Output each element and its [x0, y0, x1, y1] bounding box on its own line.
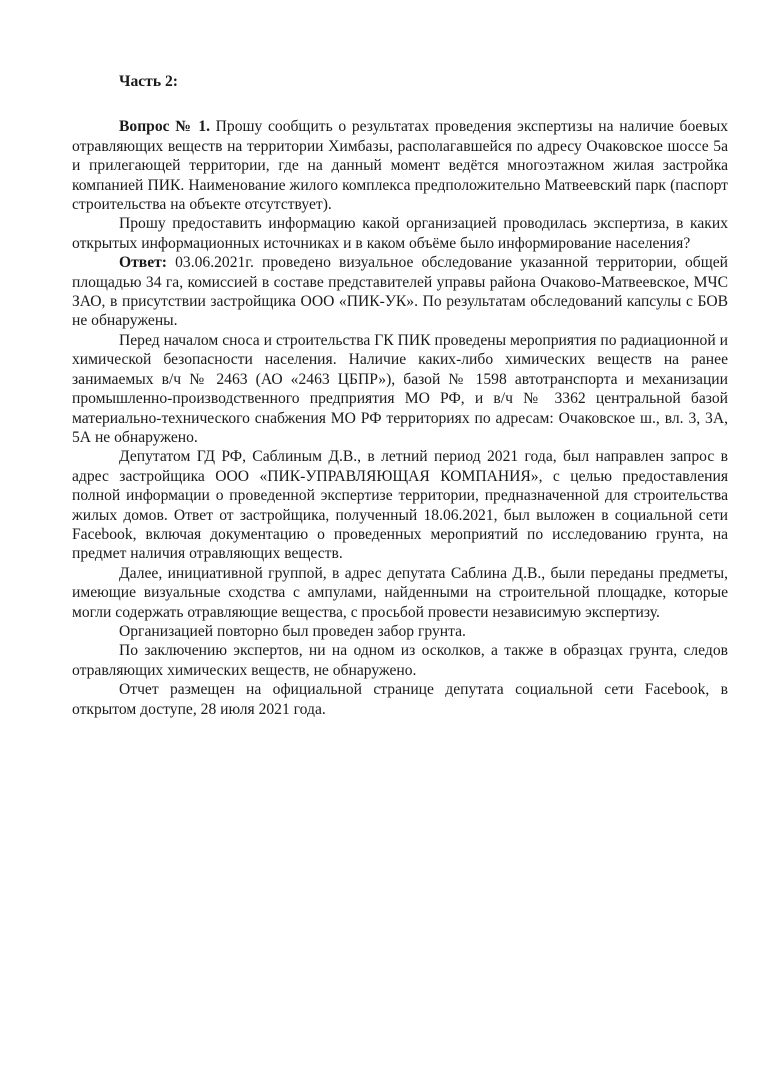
question-paragraph-2: Прошу предоставить информацию какой организацией проводилась экспертиза, в каких открытых информационных источниках и в каком объёме было информирование населения? [72, 215, 728, 252]
part-title: Часть 2: [119, 73, 178, 90]
body-paragraph: Перед началом сноса и строительства ГК ПИК проведены мероприятия по радиационной и химической безопасности населения. Наличие каких-либо химических веществ на ранее занимаемых в/ч № 2463 (АО «2463 ЦБПР»), базой № 1598 автотранспорта и механизации промышленно-производственного предприятия МО РФ, и в/ч № 3362 центральной базой материально-технического снабжения МО РФ территориях по адресам: Очаковское ш., вл. 3, 3А, 5А не обнаружено. [72, 331, 728, 446]
body-paragraph: Далее, инициативной группой, в адрес депутата Саблина Д.В., были переданы предметы, имеющие визуальные сходства с ампулами, найденными на строительной площадке, которые могли содержать отравляющие вещества, с просьбой провести независимую экспертизу. [72, 564, 728, 621]
answer-text: 03.06.2021г. проведено визуальное обследование указанной территории, общей площадью 34 га, комиссией в составе представителей управы района Очаково-Матвеевское, МЧС ЗАО, в присутствии застройщика ООО «ПИК-УК». По результатам обследований капсулы с БОВ не обнаружены. [72, 254, 728, 330]
body-paragraph: По заключению экспертов, ни на одном из осколков, а также в образцах грунта, следов отравляющих химических веществ, не обнаружено. [72, 642, 728, 679]
question-paragraph [72, 117, 728, 214]
question-text: Прошу сообщить о результатах проведения экспертизы на наличие боевых отравляющих веществ на территории Химбазы, располагавшейся по адресу Очаковское шоссе 5а и прилегающей территории, где на данный момент ведётся многоэтажном жилая застройка компанией ПИК. Наименование жилого комплекса предположительно Матвеевский парк (паспорт строительства на объекте отсутствует). [72, 118, 728, 214]
answer-paragraph [72, 253, 728, 331]
document-page [72, 72, 728, 719]
body-paragraph: Депутатом ГД РФ, Саблиным Д.В., в летний период 2021 года, был направлен запрос в адрес застройщика ООО «ПИК-УПРАВЛЯЮЩАЯ КОМПАНИЯ», с целью предоставления полной информации о проведенной экспертизе территории, предназначенной для строительства жилых домов. Ответ от застройщика, полученный 18.06.2021, был выложен в социальной сети Facebook, включая документацию о проведенных мероприятий по исследованию грунта, на предмет наличия отравляющих веществ. [72, 448, 728, 563]
body-paragraph: Отчет размещен на официальной странице депутата социальной сети Facebook, в открытом доступе, 28 июля 2021 года. [72, 681, 728, 718]
question-label: Вопрос № 1. [119, 118, 211, 136]
answer-label: Ответ: [119, 254, 167, 272]
body-paragraph: Организацией повторно был проведен забор грунта. [119, 622, 466, 640]
